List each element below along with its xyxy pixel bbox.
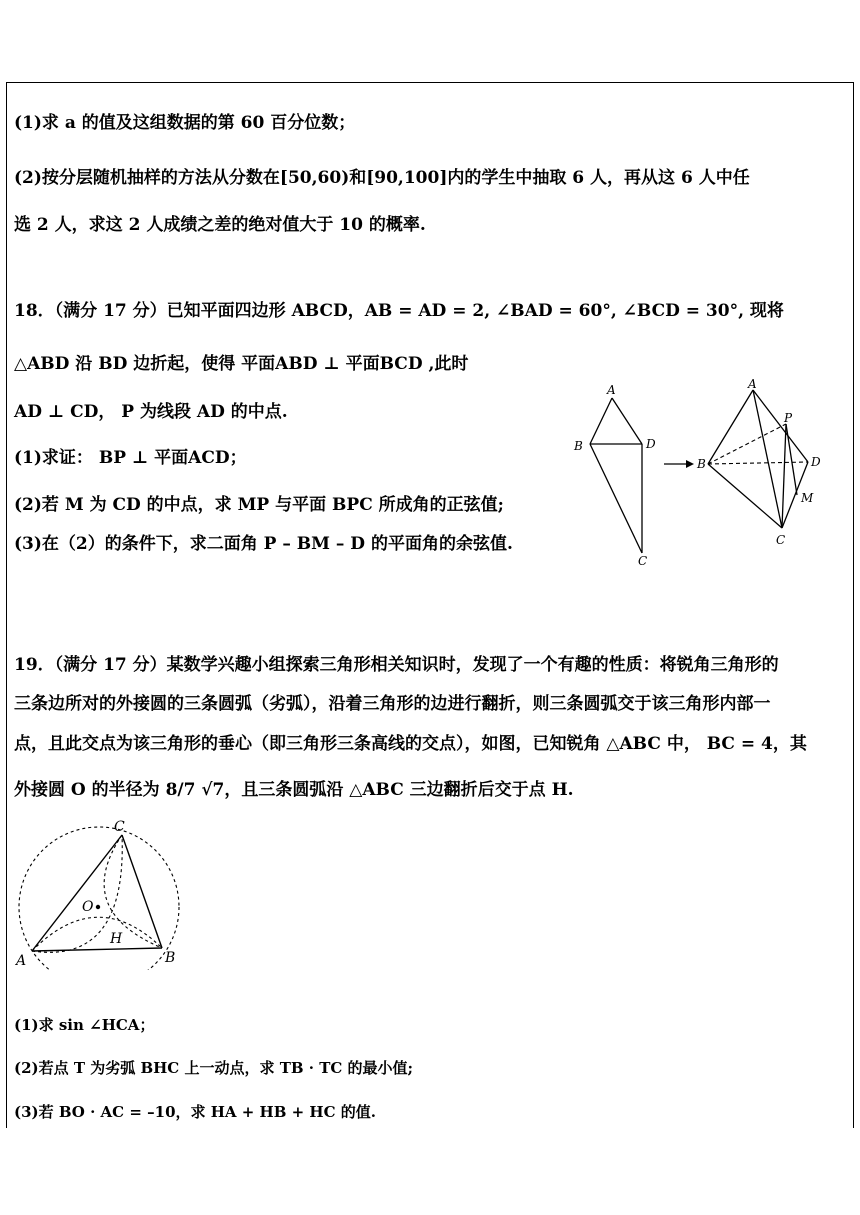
q18-fig-label-M: M bbox=[801, 491, 814, 505]
q19-figure bbox=[12, 815, 192, 970]
q18-stem-line1: 18．（满分 17 分）已知平面四边形 ABCD，AB = AD = 2, ∠BAD = 60°, ∠BCD = 30°, 现将 bbox=[14, 301, 784, 321]
q18-fig-label-C: C bbox=[638, 554, 648, 568]
q18-fig-label-A: A bbox=[607, 383, 616, 397]
q18-fig-label-C2: C bbox=[776, 533, 786, 547]
q18-stem-line3: AD ⊥ CD， P 为线段 AD 的中点. bbox=[14, 402, 288, 422]
q17-part2-line1: (2)按分层随机抽样的方法从分数在[50,60)和[90,100]内的学生中抽取 6 人，再从这 6 人中任 bbox=[14, 168, 750, 188]
q18-part3: (3)在（2）的条件下，求二面角 P – BM – D 的平面角的余弦值. bbox=[14, 534, 513, 554]
content-frame bbox=[6, 82, 854, 1128]
q19-fig-label-A: A bbox=[16, 953, 27, 969]
q18-fig-label-P: P bbox=[784, 411, 793, 425]
q18-figure bbox=[560, 378, 850, 568]
q19-stem-line2: 三条边所对的外接圆的三条圆弧（劣弧），沿着三角形的边进行翻折，则三条圆弧交于该三角形内部一 bbox=[14, 694, 771, 714]
q19-stem-line1: 19．（满分 17 分）某数学兴趣小组探索三角形相关知识时，发现了一个有趣的性质：将锐角三角形的 bbox=[14, 655, 779, 675]
q19-fig-label-O: O bbox=[82, 899, 94, 915]
q19-fig-label-C: C bbox=[114, 819, 125, 835]
q19-part1: (1)求 sin ∠HCA； bbox=[14, 1016, 155, 1034]
q18-part2: (2)若 M 为 CD 的中点，求 MP 与平面 BPC 所成角的正弦值; bbox=[14, 495, 504, 515]
q18-fig-label-B: B bbox=[574, 439, 583, 453]
q19-stem-line4: 外接圆 O 的半径为 8/7 √7，且三条圆弧沿 △ABC 三边翻折后交于点 H. bbox=[14, 780, 574, 800]
q19-fig-label-H: H bbox=[110, 931, 123, 947]
q19-fig-label-B: B bbox=[165, 950, 176, 966]
q19-stem-line3: 点，且此交点为该三角形的垂心（即三角形三条高线的交点），如图，已知锐角 △ABC 中， BC = 4，其 bbox=[14, 734, 807, 754]
q18-part1: (1)求证： BP ⊥ 平面ACD； bbox=[14, 448, 247, 468]
q17-part2-line2: 选 2 人，求这 2 人成绩之差的绝对值大于 10 的概率. bbox=[14, 215, 426, 235]
q19-part3: (3)若 BO · AC = –10，求 HA + HB + HC 的值. bbox=[14, 1103, 376, 1121]
q19-part2: (2)若点 T 为劣弧 BHC 上一动点，求 TB · TC 的最小值; bbox=[14, 1059, 414, 1077]
q18-fig-label-D: D bbox=[646, 437, 656, 451]
q18-fig-label-B2: B bbox=[697, 457, 706, 471]
q18-fig-label-A2: A bbox=[748, 378, 757, 391]
q18-fig-label-D2: D bbox=[811, 455, 821, 469]
q18-stem-line2: △ABD 沿 BD 边折起，使得 平面ABD ⊥ 平面BCD ,此时 bbox=[14, 354, 469, 374]
q17-part1: (1)求 a 的值及这组数据的第 60 百分位数； bbox=[14, 113, 356, 133]
